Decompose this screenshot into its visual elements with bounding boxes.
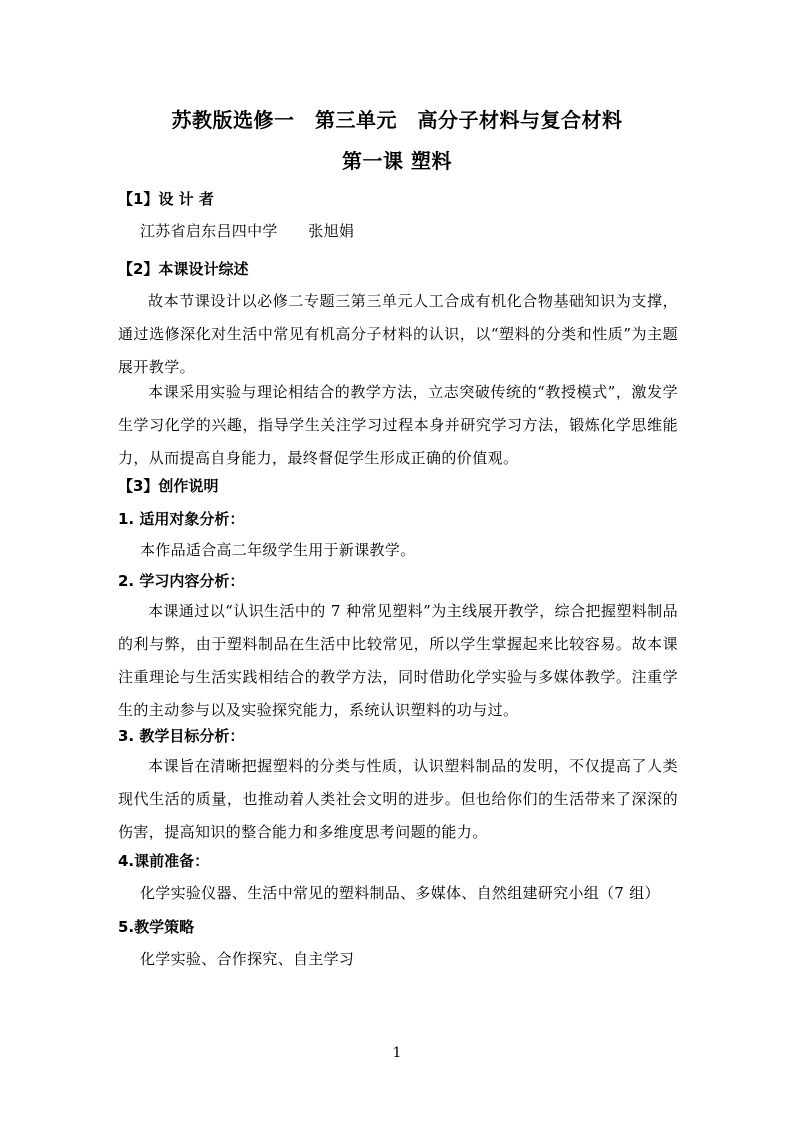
lesson-title: 第一课 塑料 bbox=[342, 149, 452, 173]
page-number: 1 bbox=[392, 1045, 402, 1061]
notes-item-2-content: 本课通过以“认识生活中的 7 种常见塑料”为主线展开教学，综合把握塑料制品的利与弊，由于塑料制品在生活中比较常见，所以学生掌握起来比较容易。故本课注重理论与生活实践相结合的教学方法，同时借助化学实验与多媒体教学。注重学生的主动参与以及实验探究能力，系统认识塑料的功与过。 bbox=[118, 602, 678, 719]
notes-item-4-heading: 4.课前准备： bbox=[118, 852, 210, 870]
designer-heading: 【1】设 计 者 bbox=[118, 190, 214, 208]
notes-item-3-content: 本课旨在清晰把握塑料的分类与性质，认识塑料制品的发明，不仅提高了人类现代生活的质量，也推动着人类社会文明的进步。但也给你们的生活带来了深深的伤害，提高知识的整合能力和多维度思考问题的能力。 bbox=[118, 757, 678, 841]
overview-paragraph-1: 故本节课设计以必修二专题三第三单元人工合成有机化合物基础知识为支撑，通过选修深化对生活中常见有机高分子材料的认识，以“塑料的分类和性质”为主题展开教学。 bbox=[118, 292, 678, 376]
notes-item-3-heading: 3. 教学目标分析： bbox=[118, 727, 245, 745]
overview-heading: 【2】本课设计综述 bbox=[118, 260, 249, 278]
notes-heading: 【3】创作说明 bbox=[118, 477, 219, 495]
document-title: 苏教版选修一 第三单元 高分子材料与复合材料 bbox=[171, 108, 623, 132]
notes-item-1-heading: 1. 适用对象分析： bbox=[118, 510, 245, 528]
notes-item-1-content: 本作品适合高二年级学生用于新课教学。 bbox=[140, 541, 416, 559]
notes-item-2-heading: 2. 学习内容分析： bbox=[118, 572, 245, 590]
designer-content: 江苏省启东吕四中学 张旭娟 bbox=[140, 222, 355, 240]
overview-paragraph-2: 本课采用实验与理论相结合的教学方法，立志突破传统的“教授模式”，激发学生学习化学的兴趣，指导学生关注学习过程本身并研究学习方法，锻炼化学思维能力，从而提高自身能力，最终督促学生形成正确的价值观。 bbox=[118, 383, 678, 467]
notes-item-5-content: 化学实验、合作探究、自主学习 bbox=[140, 950, 355, 968]
notes-item-4-content: 化学实验仪器、生活中常见的塑料制品、多媒体、自然组建研究小组（7 组） bbox=[140, 884, 660, 902]
notes-item-5-heading: 5.教学策略 bbox=[118, 918, 195, 936]
